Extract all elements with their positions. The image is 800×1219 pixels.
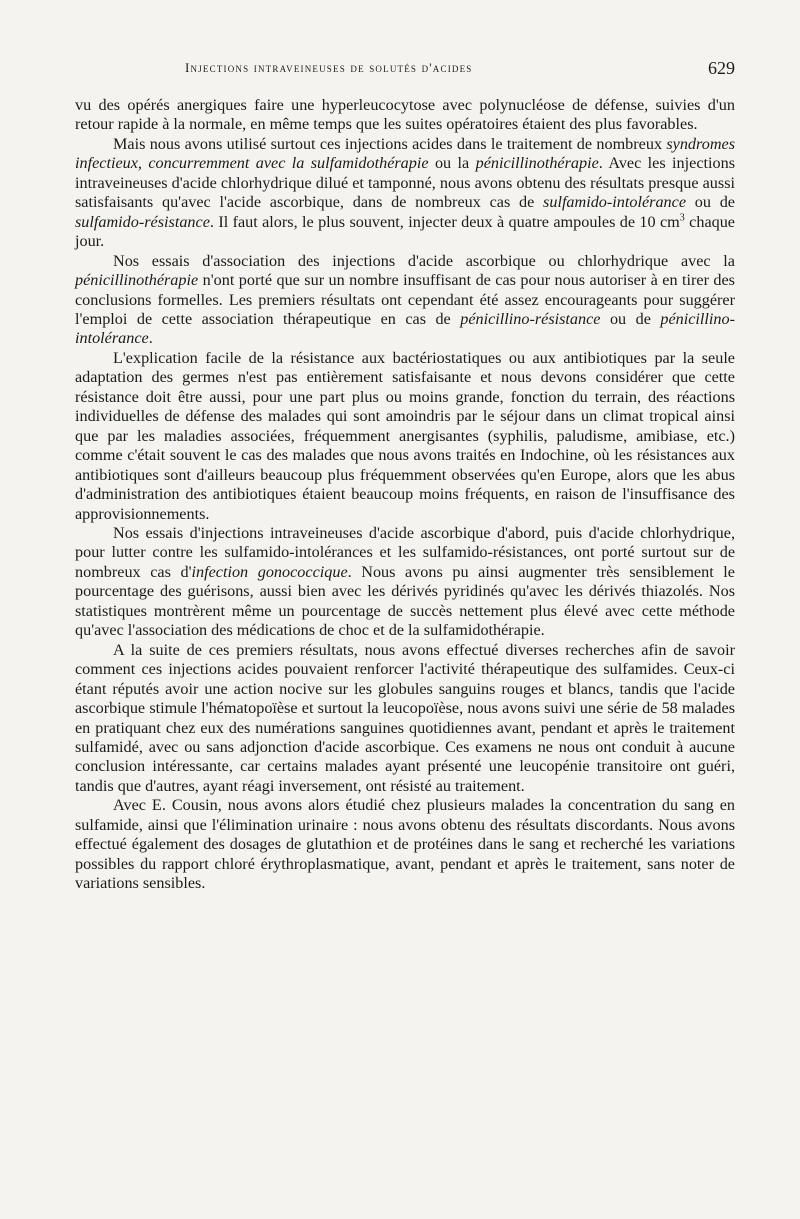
text-run: vu des opérés anergiques faire une hyperleucocytose avec polynucléose de défense, suivies d'un retour rapide à la normale, en même temps que les suites opératoires étaient des plus favorables. xyxy=(75,96,735,134)
italic-run: infection gonococcique xyxy=(191,562,348,581)
text-run: ou la xyxy=(428,154,476,173)
text-run: L'explication facile de la résistance aux bactériostatiques ou aux antibiotiques par la seule adaptation des germes n'est pas entièrement satisfaisante et nous devons considérer que cette résistance doit être aussi, pour une part plus ou moins grande, fonction du terrain, des réactions individuelles de défense des malades qui sont amoindris par le séjour dans un climat tropical ainsi que par les maladies associées, fréquemment anergisantes (syphilis, paludisme, amibiase, etc.) comme c'était souvent le cas des malades que nous avons traités en Indochine, où les résistances aux antibiotiques sont d'ailleurs beaucoup plus fréquemment observées qu'en Europe, alors que les abus d'administration des antibiotiques étaient beaucoup moins fréquents, en raison de l'insuffisance des approvisionnements. xyxy=(75,348,735,523)
body-text xyxy=(75,96,735,894)
paragraph xyxy=(75,641,735,797)
italic-run: pénicillino-résistance xyxy=(460,309,601,328)
paragraph xyxy=(75,524,735,641)
paragraph xyxy=(75,796,735,893)
text-run: . xyxy=(148,329,153,348)
text-run: . Avec les injections intraveineuses d'acide chlorhydrique dilué et tamponné, nous avons obtenu des résultats presque aussi satisfaisants qu'avec l'acide ascorbique, dans de nombreux cas de xyxy=(75,154,735,212)
italic-run: syndromes infectieux, concurremment avec la sulfamidothérapie xyxy=(75,134,735,173)
italic-run: sulfamido-résistance xyxy=(75,212,210,231)
paragraph xyxy=(75,135,735,252)
italic-run: pénicillinothérapie xyxy=(475,154,599,173)
paragraph xyxy=(75,96,735,135)
text-run: ou de xyxy=(600,309,661,328)
superscript: 3 xyxy=(679,212,685,224)
text-run: A la suite de ces premiers résultats, nous avons effectué diverses recherches afin de savoir comment ces injections acides pouvaient renforcer l'activité thérapeutique des sulfamides. Ceux-ci étant réputés avoir une action nocive sur les globules sanguins rouges et blancs, tandis que l'acide ascorbique stimule l'hématopoïèse et surtout la leucopoïèse, nous avons suivi une série de 58 malades en pratiquant chez eux des numérations sanguines quotidiennes avant, pendant et après le traitement sulfamidé, avec ou sans adjonction d'acide ascorbique. Ces examens ne nous ont conduit à aucune conclusion intéressante, car certains malades ayant présenté une leucopénie transitoire ont guéri, tandis que d'autres, ayant réagi inversement, ont résisté au traitement. xyxy=(75,640,735,795)
paragraph xyxy=(75,349,735,524)
text-run: chaque jour. xyxy=(75,212,735,251)
italic-run: pénicillinothérapie xyxy=(75,271,199,290)
running-title: Injections intraveineuses de solutés d'acides xyxy=(185,60,473,75)
text-run: Nos essais d'association des injections d'acide ascorbique ou chlorhydrique avec la xyxy=(113,251,735,270)
text-run: Mais nous avons utilisé surtout ces injections acides dans le traitement de nombreux xyxy=(113,134,667,153)
text-run: Avec E. Cousin, nous avons alors étudié chez plusieurs malades la concentration du sang en sulfamide, ainsi que l'élimination urinaire : nous avons obtenu des résultats discordants. Nous avons effectué également des dosages de glutathion et de protéines dans le sang et recherché les variations possibles du rapport chloré érythroplasmatique, avant, pendant et après le traitement, sans noter de variations sensibles. xyxy=(75,796,735,893)
text-run: . Nous avons pu ainsi augmenter très sensiblement le pourcentage des guérisons, aussi bien avec les dérivés pyridinés qu'avec les dérivés thiazolés. Nos statistiques montrèrent même un pourcentage de succès nettement plus élevé avec cette méthode qu'avec l'association des médications de choc et de la sulfamidothérapie. xyxy=(75,562,735,640)
paragraph xyxy=(75,252,735,349)
italic-run: pénicillino-intolérance xyxy=(75,309,735,348)
page-number: 629 xyxy=(708,58,735,78)
text-run: ou de xyxy=(686,193,735,212)
italic-run: sulfamido-intolérance xyxy=(543,193,687,212)
text-run: . Il faut alors, le plus souvent, injecter deux à quatre ampoules de 10 cm xyxy=(209,212,680,231)
page-header xyxy=(75,58,735,82)
text-run: Nos essais d'injections intraveineuses d'acide ascorbique d'abord, puis d'acide chlorhydrique, pour lutter contre les sulfamido-intolérances et les sulfamido-résistances, ont porté surtout sur de nombreux cas d' xyxy=(75,523,735,581)
text-run: n'ont porté que sur un nombre insuffisant de cas pour nous autoriser à en tirer des conclusions formelles. Les premiers résultats ont cependant été assez encourageants pour suggérer l'emploi de cette association thérapeutique en cas de xyxy=(75,271,735,328)
